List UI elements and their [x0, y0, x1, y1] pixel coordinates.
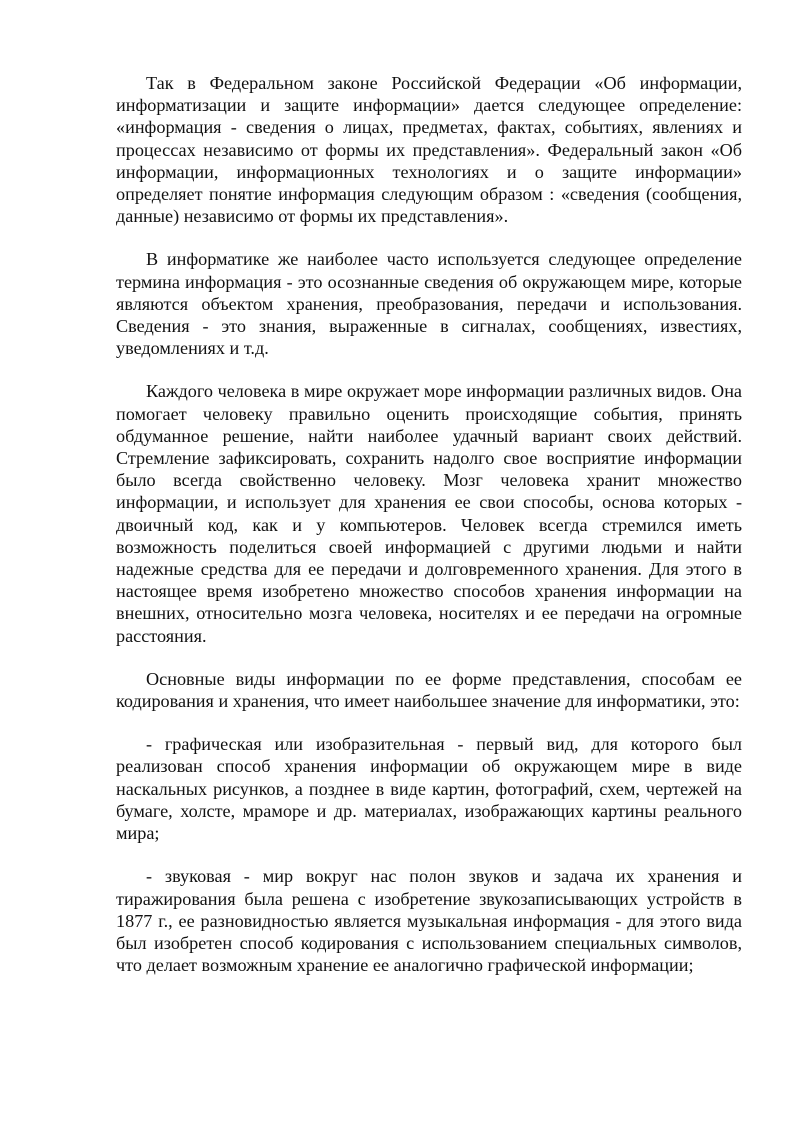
document-page	[116, 72, 742, 997]
paragraph-informatics-definition: В информатике же наиболее часто используется следующее определение термина информация - это осознанные сведения об окружающем мире, которые являются объектом хранения, преобразования, передачи и использования. Сведения - это знания, выраженные в сигналах, сообщениях, известиях, уведомлениях и т.д.	[116, 249, 742, 359]
paragraph-graphic-information: - графическая или изобразительная - первый вид, для которого был реализован способ хранения информации об окружающем мире в виде наскальных рисунков, а позднее в виде картин, фотографий, схем, чертежей на бумаге, холсте, мраморе и др. материалах, изображающих картины реального мира;	[116, 734, 742, 844]
paragraph-human-information: Каждого человека в мире окружает море информации различных видов. Она помогает человеку правильно оценить происходящие события, принять обдуманное решение, найти наиболее удачный вариант своих действий. Стремление зафиксировать, сохранить надолго свое восприятие информации было всегда свойственно человеку. Мозг человека хранит множество информации, и использует для хранения ее свои способы, основа которых - двоичный код, как и у компьютеров. Человек всегда стремился иметь возможность поделиться своей информацией с другими людьми и найти надежные средства для ее передачи и долговременного хранения. Для этого в настоящее время изобретено множество способов хранения информации на внешних, относительно мозга человека, носителях и ее передачи на огромные расстояния.	[116, 381, 742, 646]
paragraph-sound-information: - звуковая - мир вокруг нас полон звуков и задача их хранения и тиражирования была решена с изобретение звукозаписывающих устройств в 1877 г., ее разновидностью является музыкальная информация - для этого вида был изобретен способ кодирования с использованием специальных символов, что делает возможным хранение ее аналогично графической информации;	[116, 866, 742, 976]
paragraph-information-types-intro: Основные виды информации по ее форме представления, способам ее кодирования и хранения, что имеет наибольшее значение для информатики, это:	[116, 668, 742, 712]
paragraph-federal-law-definition: Так в Федеральном законе Российской Федерации «Об информации, информатизации и защите информации» дается следующее определение: «информация - сведения о лицах, предметах, фактах, событиях, явлениях и процессах независимо от формы их представления». Федеральный закон «Об информации, информационных технологиях и о защите информации» определяет понятие информация следующим образом : «сведения (сообщения, данные) независимо от формы их представления».	[116, 73, 742, 227]
